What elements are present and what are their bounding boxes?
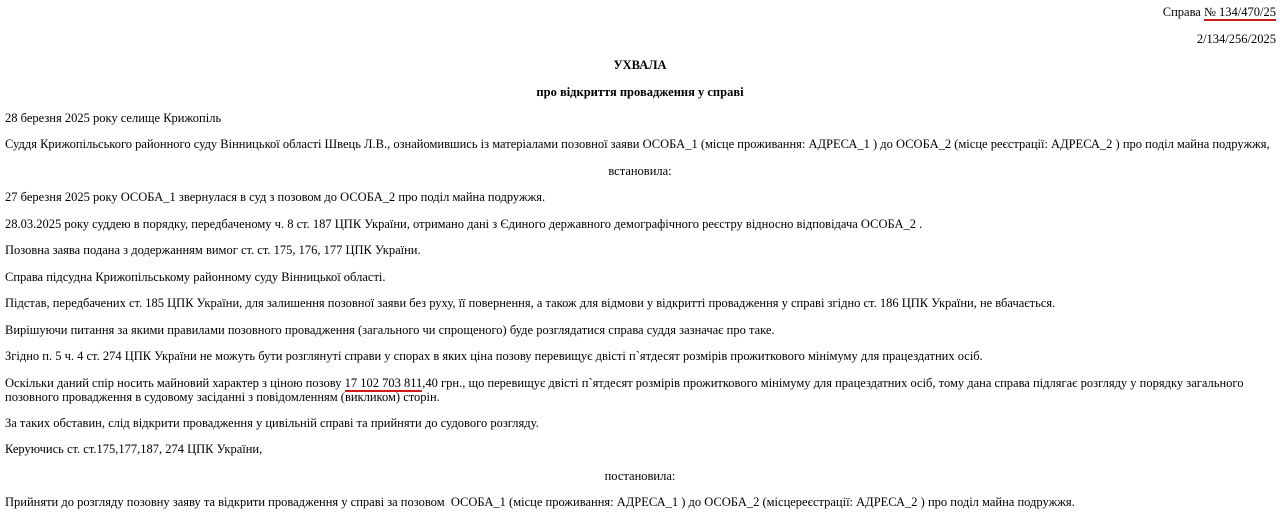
- established-heading: встановила:: [608, 164, 672, 178]
- claim-amount: 17 102 703 811: [344, 376, 423, 390]
- intro-paragraph: Суддя Крижопільського районного суду Вінницької області Швець Л.В., ознайомившись із матеріалами позовної заяви ОСОБА_1 (місце проживання: АДРЕСА_1 ) до ОСОБА_2 (місце реєстрації: АДРЕСА_2 ) про поділ майна подружжя,: [5, 137, 1270, 151]
- guided-by-paragraph: Керуючись ст. ст.175,177,187, 274 ЦПК України,: [5, 442, 263, 456]
- claim-paragraph: [5, 376, 1273, 404]
- case-number: № 134/470/25: [1204, 5, 1276, 19]
- claim-text-after: ,40 грн., що перевищує двісті п`ятдесят розмірів прожиткового мінімуму для працездатних осіб, тому дана справа підлягає розгляду у порядку загального позовного провадження в судовому засіданні з повідомленням (викликом) сторін.: [5, 376, 1244, 404]
- case-number-line: [1163, 5, 1276, 19]
- paragraph: Вирішуючи питання за якими правилами позовного провадження (загального чи спрощеного) буде розглядатися справа суддя зазначає про таке.: [5, 323, 775, 337]
- conclusion-paragraph: За таких обставин, слід відкрити провадження у цивільній справі та прийняти до судового розгляду.: [5, 416, 539, 430]
- document-title: УХВАЛА: [613, 58, 667, 72]
- decision-paragraph: Прийняти до розгляду позовну заяву та відкрити провадження у справі за позовом ОСОБА_1 (місце проживання: АДРЕСА_1 ) до ОСОБА_2 (місцереєстрації: АДРЕСА_2 ) про поділ майна подружжя.: [5, 495, 1075, 509]
- paragraph: Позовна заява подана з додержанням вимог ст. ст. 175, 176, 177 ЦПК України.: [5, 243, 421, 257]
- date-place: 28 березня 2025 року селище Крижопіль: [5, 111, 222, 125]
- paragraph: Справа підсудна Крижопільському районному суду Вінницької області.: [5, 270, 386, 284]
- paragraph: 27 березня 2025 року ОСОБА_1 звернулася в суд з позовом до ОСОБА_2 про поділ майна подружжя.: [5, 190, 546, 204]
- paragraph: 28.03.2025 року суддею в порядку, передбаченому ч. 8 ст. 187 ЦПК України, отримано дані з Єдиного державного демографічного реєстру відносно відповідача ОСОБА_2 .: [5, 217, 923, 231]
- paragraph: Згідно п. 5 ч. 4 ст. 274 ЦПК України не можуть бути розглянуті справи у спорах в яких ціна позову перевищує двісті п`ятдесят розмірів прожиткового мінімуму для працездатних осіб.: [5, 349, 983, 363]
- claim-text-before: Оскільки даний спір носить майновий характер з ціною позову: [5, 376, 345, 390]
- decided-heading: постановила:: [604, 469, 676, 483]
- document-subtitle: про відкриття провадження у справі: [536, 85, 744, 99]
- paragraph: Підстав, передбачених ст. 185 ЦПК України, для залишення позовної заяви без руху, її повернення, а також для відмови у відкритті провадження у справі згідно ст. 186 ЦПК України, не вбачається.: [5, 296, 1056, 310]
- case-prefix: Справа: [1162, 5, 1204, 19]
- proceeding-number: 2/134/256/2025: [1196, 32, 1276, 46]
